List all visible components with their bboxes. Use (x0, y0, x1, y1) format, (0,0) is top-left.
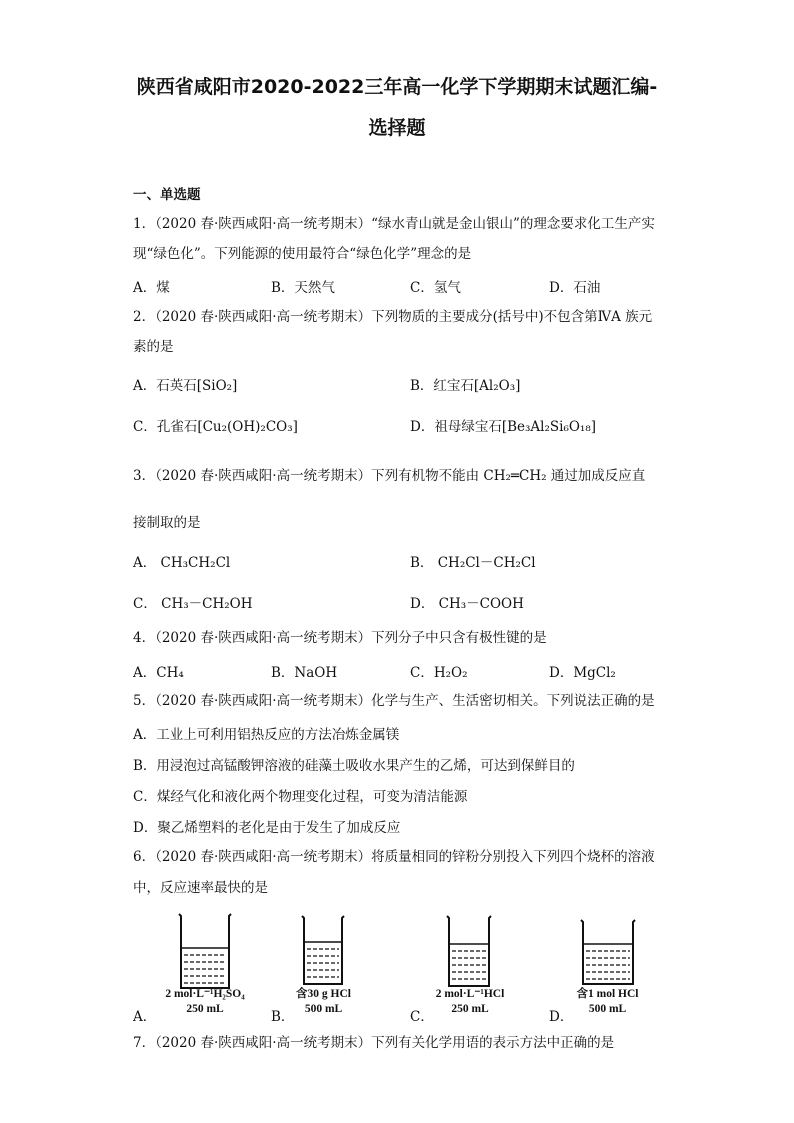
beaker-a-label-1: 2 mol·L⁻¹H₂SO₄ (165, 988, 245, 1000)
beaker-a-icon (176, 912, 234, 992)
q4-option-b: B．NaOH (271, 665, 338, 681)
q6-option-d: D． (549, 1009, 574, 1025)
question-1-text: 1．（2020 春·陕西咸阳·高一统考期末）“绿水青山就是金山银山”的理念要求化工生产实 (133, 216, 655, 232)
q1-option-b: B．天然气 (271, 280, 335, 296)
q2-option-d: D．祖母绿宝石[Be₃Al₂Si₆O₁₈] (410, 419, 597, 435)
q2-option-c: C．孔雀石[Cu₂(OH)₂CO₃] (133, 419, 298, 435)
q3-option-b: B． CH₂Cl－CH₂Cl (410, 555, 536, 571)
q5-option-d: D．聚乙烯塑料的老化是由于发生了加成反应 (133, 820, 401, 836)
q6-option-a: A． (133, 1009, 157, 1025)
question-6-text: 6．（2020 春·陕西咸阳·高一统考期末）将质量相同的锌粉分别投入下列四个烧杯的溶液 (133, 849, 655, 865)
q3-option-c: C． CH₃－CH₂OH (133, 596, 253, 612)
beaker-c-label-1: 2 mol·L⁻¹HCl (435, 988, 505, 1000)
q3-option-a: A． CH₃CH₂Cl (133, 555, 231, 571)
q5-option-c: C．煤经气化和液化两个物理变化过程，可变为清洁能源 (133, 789, 468, 805)
question-2-text: 2．（2020 春·陕西咸阳·高一统考期末）下列物质的主要成分(括号中)不包含第ⅣA 族元 (133, 309, 653, 325)
q6-option-c: C． (410, 1009, 434, 1025)
question-6-text-cont: 中，反应速率最快的是 (133, 880, 268, 896)
q4-option-a: A．CH₄ (133, 665, 184, 681)
beaker-a-label-2: 250 mL (186, 1003, 224, 1015)
q5-option-a: A．工业上可利用铝热反应的方法冶炼金属镁 (133, 727, 400, 743)
question-2-text-cont: 素的是 (133, 339, 174, 355)
question-7-text: 7．（2020 春·陕西咸阳·高一统考期末）下列有关化学用语的表示方法中正确的是 (133, 1035, 615, 1051)
beaker-d-label-1: 含1 mol HCl (576, 988, 639, 1000)
question-5-text: 5．（2020 春·陕西咸阳·高一统考期末）化学与生产、生活密切相关。下列说法正确的是 (133, 693, 655, 709)
q4-option-d: D．MgCl₂ (549, 665, 616, 681)
question-3-text: 3．（2020 春·陕西咸阳·高一统考期末）下列有机物不能由 CH₂═CH₂ 通过加成反应直 (133, 468, 646, 484)
q6-option-b: B． (271, 1009, 295, 1025)
question-4-text: 4．（2020 春·陕西咸阳·高一统考期末）下列分子中只含有极性键的是 (133, 630, 547, 646)
question-3-text-cont: 接制取的是 (133, 515, 201, 531)
q5-option-b: B．用浸泡过高锰酸钾溶液的硅藻土吸收水果产生的乙烯，可达到保鲜目的 (133, 758, 575, 774)
beaker-d-icon (579, 918, 637, 988)
section-heading: 一、单选题 (133, 187, 201, 203)
document-title-line1: 陕西省咸阳市2020-2022三年高一化学下学期期末试题汇编- (136, 76, 658, 98)
beaker-d-label-2: 500 mL (588, 1003, 627, 1015)
beaker-c-icon (445, 914, 493, 990)
q1-option-c: C．氢气 (410, 280, 461, 296)
q2-option-b: B．红宝石[Al₂O₃] (410, 378, 521, 394)
beaker-b-icon (300, 914, 346, 988)
document-title-line2: 选择题 (368, 117, 426, 139)
q4-option-c: C．H₂O₂ (410, 665, 468, 681)
q1-option-a: A．煤 (133, 280, 170, 296)
q2-option-a: A．石英石[SiO₂] (133, 378, 238, 394)
beaker-b-label-2: 500 mL (304, 1003, 343, 1015)
beaker-c-label-2: 250 mL (451, 1003, 489, 1015)
beaker-b-label-1: 含30 g HCl (296, 988, 351, 1000)
question-1-text-cont: 现“绿色化”。下列能源的使用最符合“绿色化学”理念的是 (133, 246, 472, 262)
q3-option-d: D． CH₃－COOH (410, 596, 524, 612)
q1-option-d: D．石油 (549, 280, 601, 296)
